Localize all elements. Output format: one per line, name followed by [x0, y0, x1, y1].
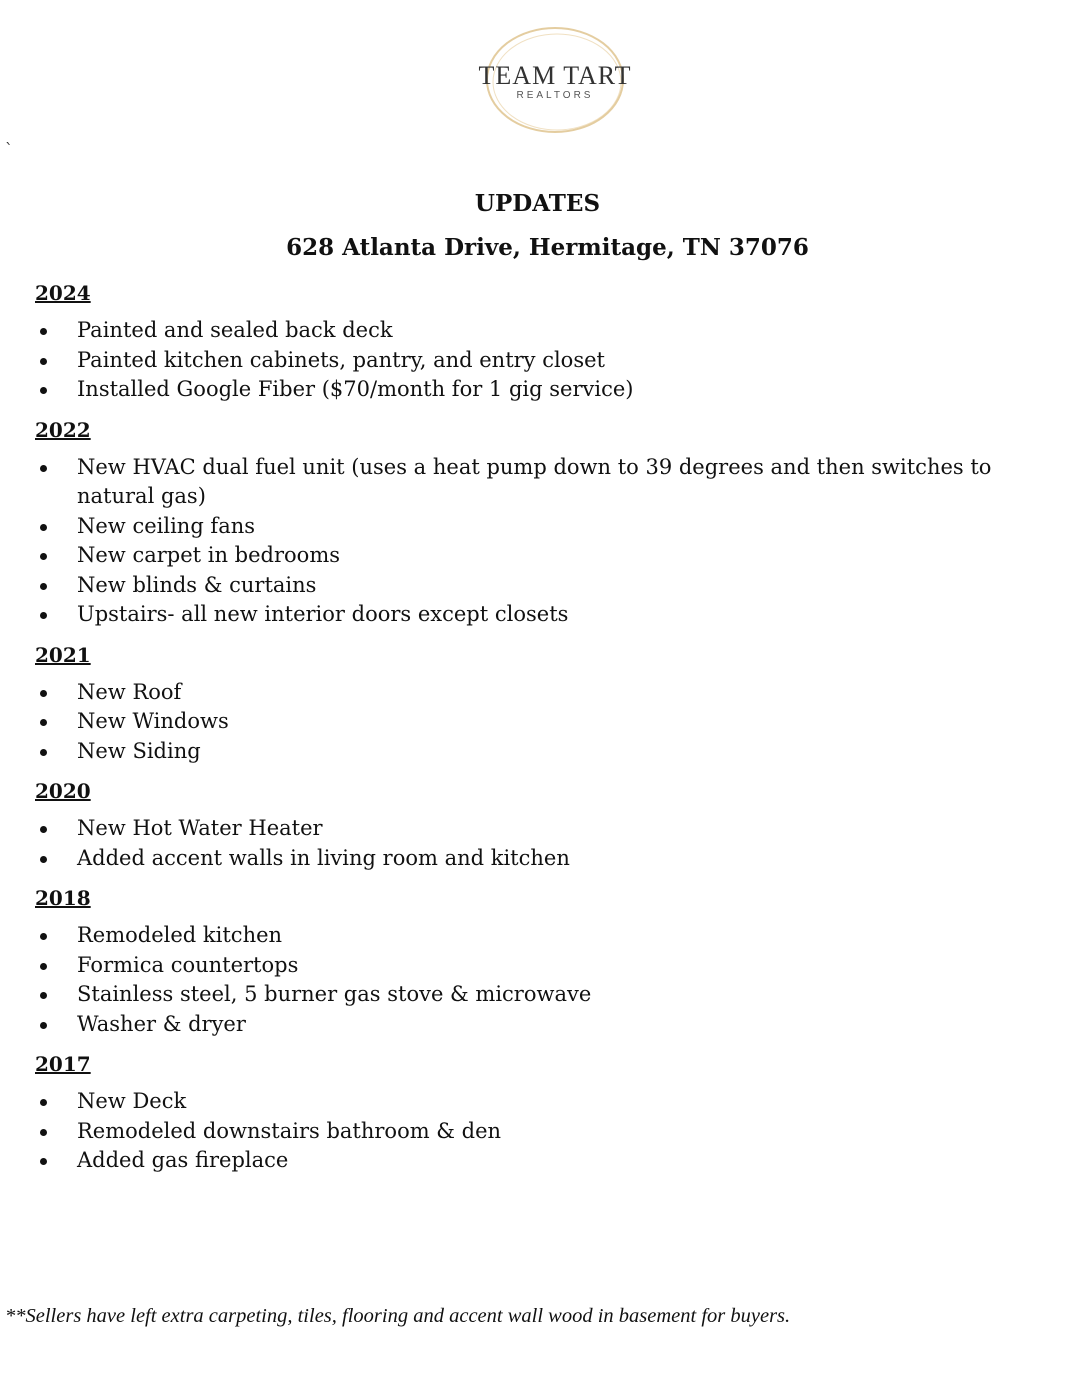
- year-heading: 2017: [35, 1052, 91, 1076]
- list-item: [35, 921, 1067, 951]
- list-item-text: New HVAC dual fuel unit (uses a heat pump down to 39 degrees and then switches to natural gas): [77, 454, 992, 508]
- logo-tagline: REALTORS: [516, 90, 594, 101]
- year-heading: 2024: [35, 281, 91, 305]
- update-items: [35, 678, 1075, 767]
- list-item: [35, 980, 1067, 1010]
- logo-name: TEAM TART: [478, 61, 632, 90]
- bullet-icon: [40, 1158, 47, 1165]
- list-item: [35, 844, 1067, 874]
- year-section: [35, 417, 1075, 630]
- list-item-text: New Deck: [77, 1089, 187, 1113]
- team-tart-logo: [455, 20, 655, 140]
- bullet-icon: [40, 826, 47, 833]
- bullet-icon: [40, 358, 47, 365]
- list-item-text: Remodeled kitchen: [77, 923, 283, 947]
- list-item-text: Washer & dryer: [77, 1011, 246, 1036]
- list-item: [35, 678, 1067, 708]
- update-items: [35, 453, 1075, 630]
- list-item: [35, 512, 1067, 542]
- list-item-text: New Hot Water Heater: [77, 816, 323, 840]
- bullet-icon: [40, 856, 47, 863]
- list-item: [35, 316, 1067, 346]
- bullet-icon: [40, 933, 47, 940]
- list-item-text: Formica countertops: [77, 952, 299, 977]
- year-heading: 2022: [35, 417, 91, 442]
- year-section: [35, 642, 1075, 767]
- list-item: [35, 1087, 1067, 1117]
- list-item-text: New Roof: [77, 679, 182, 704]
- list-item: [35, 1010, 1067, 1040]
- stray-mark: `: [5, 140, 13, 159]
- bullet-icon: [40, 465, 47, 472]
- logo-graphic: [455, 20, 655, 140]
- list-item: [35, 346, 1067, 376]
- update-items: [35, 316, 1075, 405]
- list-item-text: Installed Google Fiber ($70/month for 1 gig service): [77, 377, 634, 401]
- list-item: [35, 1146, 1067, 1176]
- list-item: [35, 814, 1067, 844]
- bullet-icon: [40, 524, 47, 531]
- footer-note: **Sellers have left extra carpeting, tiles, flooring and accent wall wood in basement for buyers.: [5, 1305, 791, 1327]
- year-section: [35, 280, 1075, 405]
- list-item-text: Added accent walls in living room and kitchen: [77, 845, 570, 870]
- update-items: [35, 921, 1075, 1039]
- list-item: [35, 737, 1067, 767]
- year-section: [35, 778, 1075, 873]
- bullet-icon: [40, 328, 47, 335]
- year-section: [35, 1051, 1075, 1176]
- bullet-icon: [40, 719, 47, 726]
- list-item: [35, 453, 1067, 512]
- list-item: [35, 375, 1067, 405]
- list-item-text: New Siding: [77, 738, 201, 763]
- list-item-text: New ceiling fans: [77, 513, 256, 538]
- bullet-icon: [40, 749, 47, 756]
- list-item: [35, 541, 1067, 571]
- bullet-icon: [40, 387, 47, 394]
- list-item-text: New blinds & curtains: [77, 572, 317, 597]
- year-heading: 2020: [35, 779, 91, 803]
- list-item-text: New Windows: [77, 709, 229, 733]
- bullet-icon: [40, 583, 47, 590]
- list-item: [35, 951, 1067, 981]
- list-item: [35, 707, 1067, 737]
- bullet-icon: [40, 1022, 47, 1029]
- list-item-text: Painted and sealed back deck: [77, 318, 393, 342]
- bullet-icon: [40, 963, 47, 970]
- bullet-icon: [40, 1129, 47, 1136]
- list-item-text: Upstairs- all new interior doors except closets: [77, 602, 569, 626]
- list-item-text: New carpet in bedrooms: [77, 543, 341, 567]
- year-section: [35, 885, 1075, 1039]
- bullet-icon: [40, 1099, 47, 1106]
- list-item-text: Remodeled downstairs bathroom & den: [77, 1118, 502, 1143]
- property-address: 628 Atlanta Drive, Hermitage, TN 37076: [286, 234, 809, 261]
- update-items: [35, 1087, 1075, 1176]
- list-item: [35, 571, 1067, 601]
- list-item-text: Painted kitchen cabinets, pantry, and entry closet: [77, 347, 605, 372]
- bullet-icon: [40, 553, 47, 560]
- list-item: [35, 600, 1067, 630]
- update-items: [35, 814, 1075, 873]
- year-heading: 2021: [35, 642, 91, 667]
- list-item-text: Added gas fireplace: [77, 1148, 289, 1172]
- bullet-icon: [40, 690, 47, 697]
- year-heading: 2018: [35, 886, 91, 910]
- bullet-icon: [40, 612, 47, 619]
- page-title: UPDATES: [474, 190, 601, 217]
- list-item-text: Stainless steel, 5 burner gas stove & microwave: [77, 982, 592, 1006]
- bullet-icon: [40, 992, 47, 999]
- updates-list: [0, 280, 1075, 1188]
- list-item: [35, 1117, 1067, 1147]
